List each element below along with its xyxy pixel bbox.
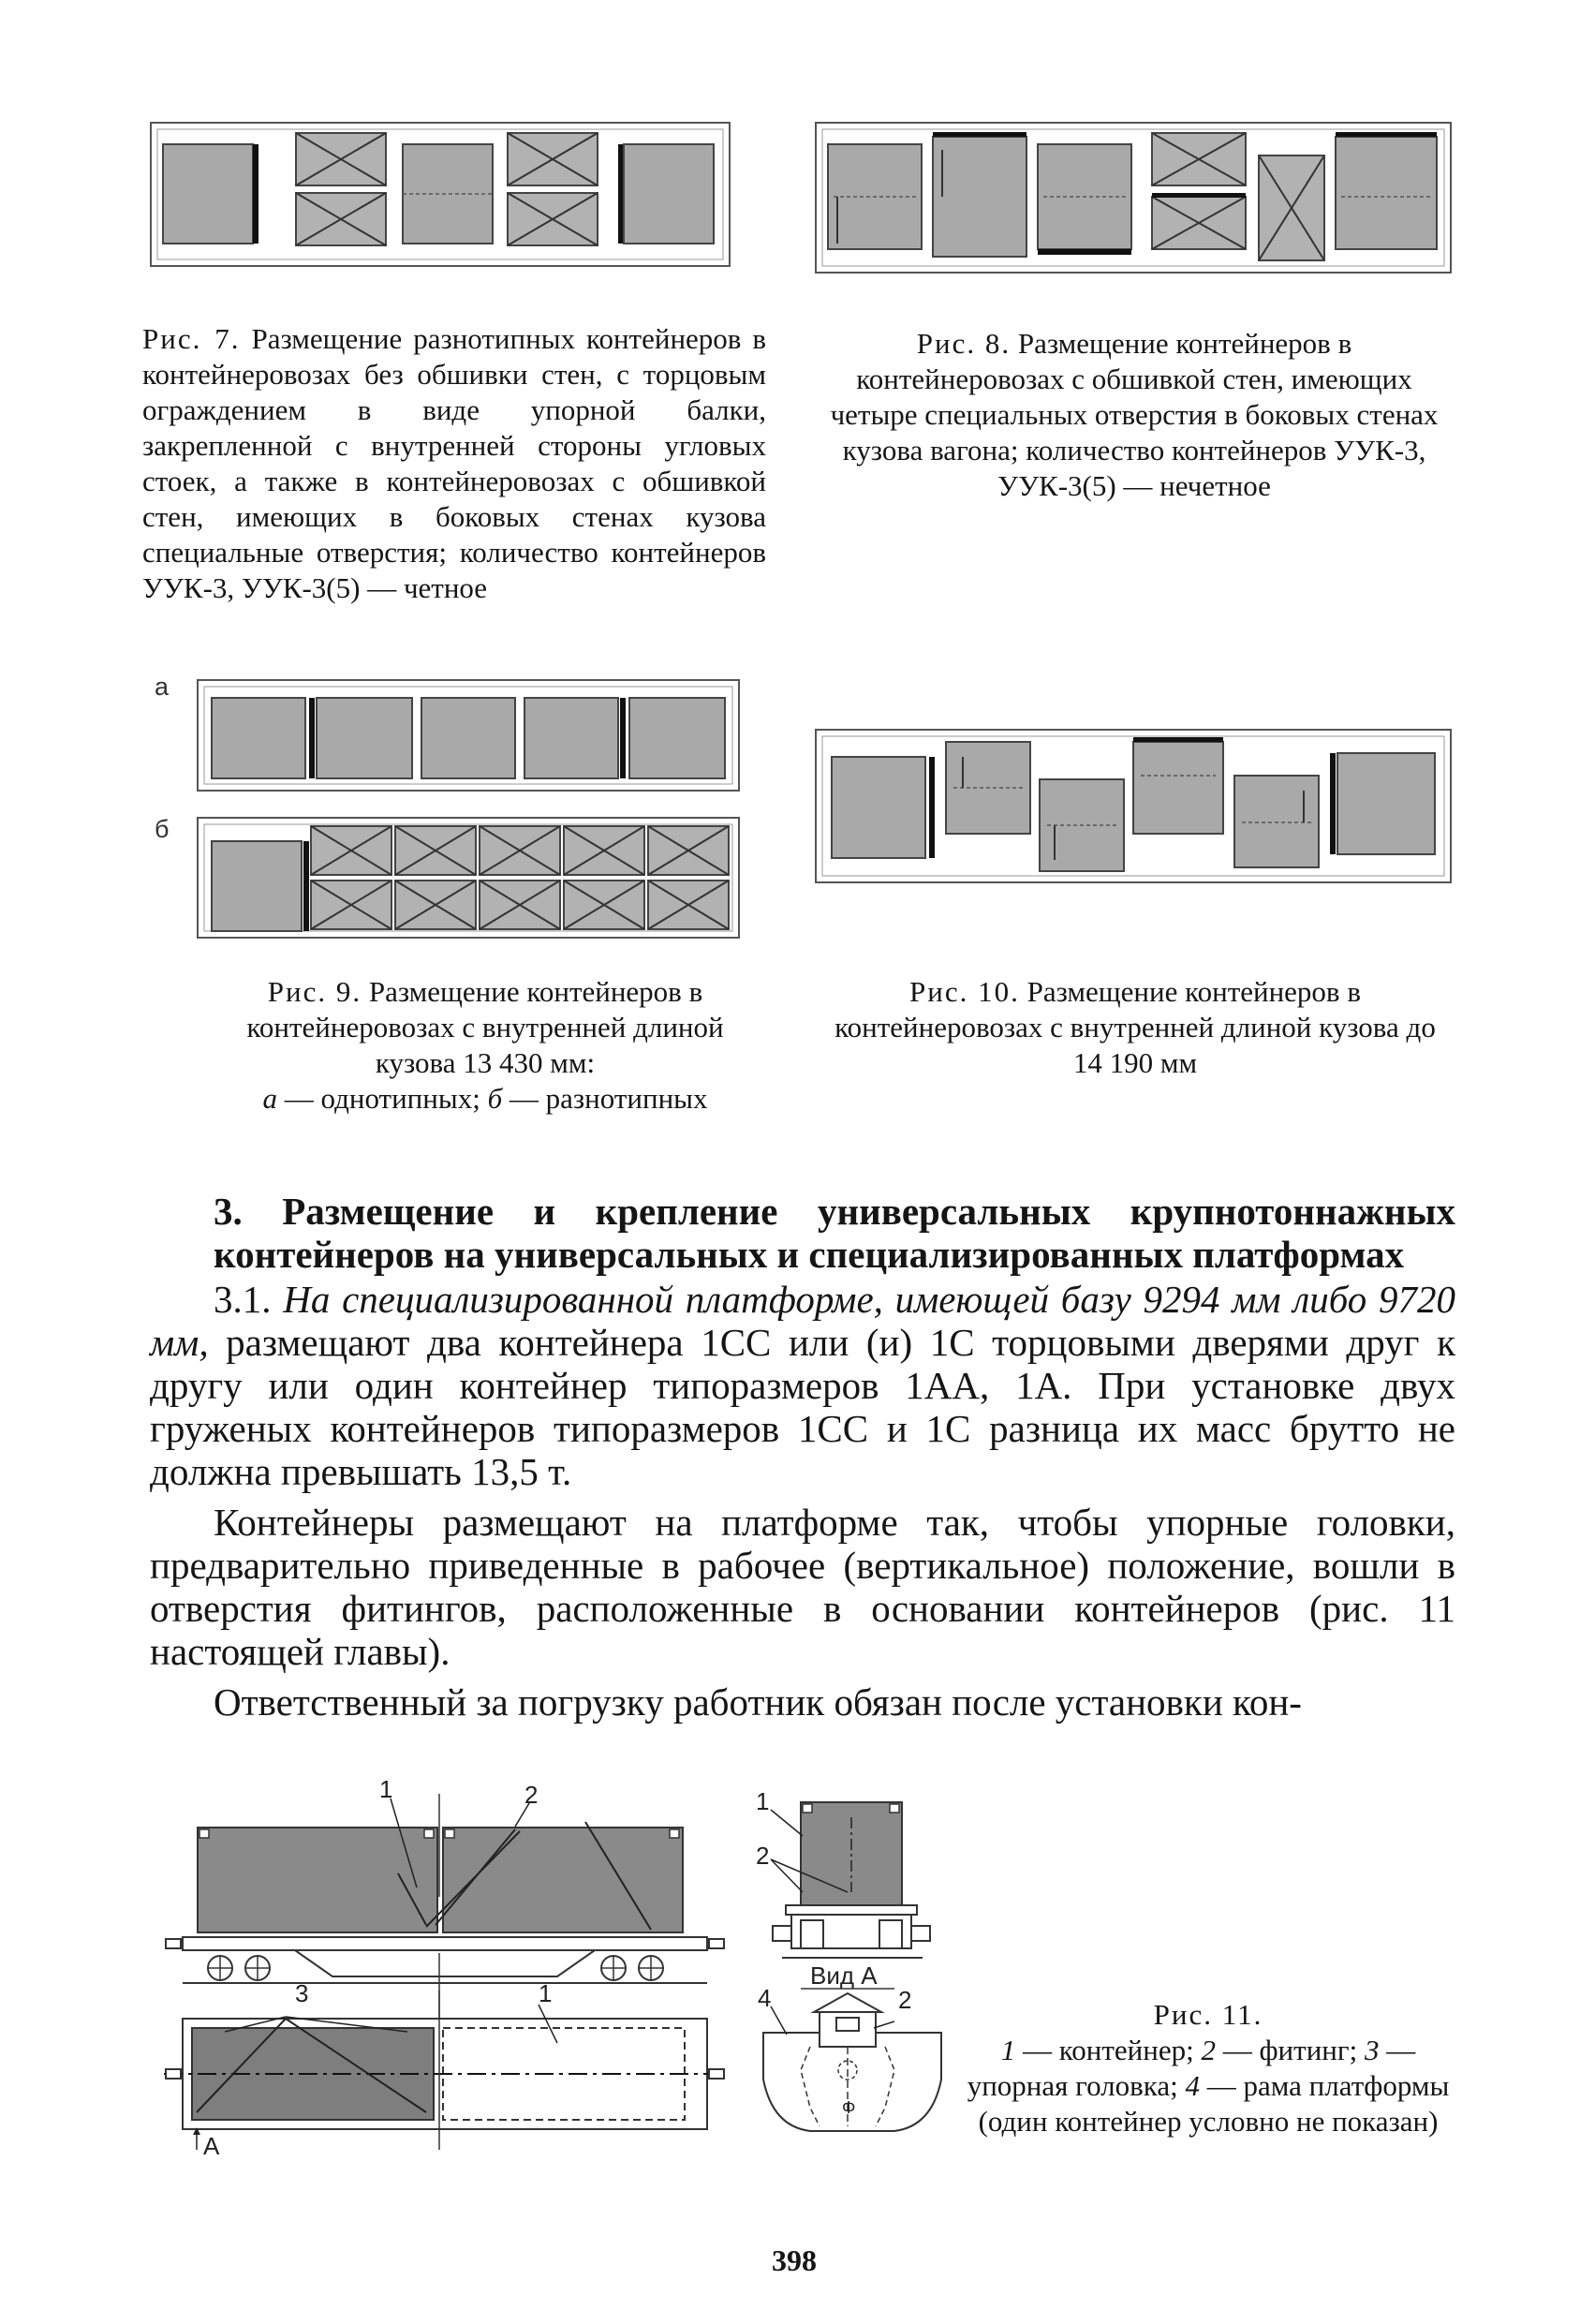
callout-2b: 2	[756, 1842, 770, 1870]
section-body	[150, 1278, 1455, 1724]
legend-1-text: — контейнер;	[1015, 2034, 1202, 2066]
figure-9b-diagram	[197, 817, 740, 939]
container-pair	[480, 826, 560, 929]
figure-10-caption-text: Размещение контейнеров в контейнеровозах с внутренней длиной кузова до 14 190 мм	[834, 975, 1436, 1079]
figure-7-caption-text: Размещение разнотипных контейнеров в контейнеровозах без обшивки стен, с торцовым ограждением в виде упорной балки, закрепленной с внутренней стороны угловых стоек, а также в контейнеровозах с обшивкой стен, имеющих в боковых стенах кузова специальные отверстия; количество контейнеров УУК-3, УУК-3(5) — четное	[142, 322, 767, 604]
view-a-label: Вид А	[810, 1961, 878, 1990]
figure-9-caption-text: Размещение контейнеров в контейнеровозах с внутренней длиной кузова 13 430 мм:	[246, 975, 724, 1079]
figure-8-caption-text: Размещение контейнеров в контейнеровозах с обшивкой стен, имеющих четыре специальных отверстия в боковых стенах кузова вагона; количество контейнеров УУК-3, УУК-3(5) — нечетное	[830, 327, 1439, 502]
figure-7-caption	[142, 321, 766, 606]
callout-2: 2	[524, 1781, 539, 1809]
container-box	[508, 133, 598, 245]
legend-3-text: — упорная головка;	[967, 2034, 1416, 2102]
figure-9-sub-b-letter: б	[487, 1082, 503, 1115]
figure-11-label: Рис. 11.	[1153, 1998, 1263, 2031]
figure-11-end-view	[745, 1789, 969, 2145]
figure-7-diagram	[150, 122, 731, 267]
container-pair	[311, 826, 391, 929]
container-box	[832, 757, 925, 858]
container-box	[421, 698, 515, 778]
container-box	[1336, 137, 1437, 249]
figure-8-diagram	[815, 122, 1452, 274]
legend-2-text: — фитинг;	[1215, 2034, 1365, 2066]
legend-4-num: 4	[1185, 2069, 1200, 2102]
figure-11-caption	[965, 1997, 1452, 2139]
paragraph-responsible: Ответственный за погрузку работник обязан после установки кон-	[214, 1680, 1302, 1724]
container-pair	[564, 826, 644, 929]
section-title: 3. Размещение и крепление универсальных крупнотоннажных контейнеров на универсальных и специализированных платформах	[214, 1190, 1455, 1276]
legend-2-num: 2	[1201, 2034, 1216, 2066]
paragraph-3-1	[150, 1278, 1455, 1493]
callout-1: 1	[379, 1775, 393, 1803]
container-box	[1152, 133, 1246, 249]
container-box	[524, 698, 618, 778]
figure-9-label: Рис. 9.	[267, 975, 362, 1008]
container-box	[1337, 753, 1435, 854]
legend-4-text: — рама платформы (один контейнер условно не показан)	[978, 2069, 1450, 2138]
paragraph-3-1-number: 3.1.	[214, 1278, 284, 1321]
figure-10-caption	[817, 974, 1454, 1081]
container-box	[212, 698, 305, 778]
callout-2c: 2	[898, 1986, 912, 2014]
figure-9-caption	[225, 974, 746, 1117]
container-box	[443, 1828, 683, 1932]
container-box	[163, 144, 253, 244]
figure-7-label: Рис. 7.	[142, 322, 241, 355]
legend-3-num: 3	[1364, 2034, 1380, 2066]
figure-10-diagram	[815, 729, 1452, 883]
container-box	[317, 698, 412, 778]
container-box	[1259, 155, 1324, 260]
figure-9a-diagram	[197, 679, 740, 792]
container-box	[624, 144, 714, 244]
container-box	[296, 133, 386, 245]
symbol-phi: Φ	[842, 2098, 856, 2117]
callout-1b: 1	[539, 1979, 553, 2007]
callout-4: 4	[758, 1984, 772, 2012]
container-box	[212, 841, 302, 931]
container-box	[933, 137, 1026, 257]
figure-9-panel-b-label: б	[155, 815, 170, 843]
figure-9-sub-a-letter: а	[262, 1082, 277, 1115]
container-box	[1133, 742, 1223, 834]
container-pair	[395, 826, 476, 929]
figure-8-label: Рис. 8.	[916, 327, 1012, 360]
figure-9-panel-a-label: а	[155, 673, 170, 701]
figure-9-sub-b-text: — разнотипных	[502, 1082, 708, 1115]
paragraph-3-1-italic: На специализированной платформе, имеющей базу 9294 мм либо 9720 мм,	[150, 1278, 1456, 1364]
container-box	[1234, 776, 1319, 867]
container-pair	[648, 826, 729, 929]
figure-9-sub-a-text: — однотипных;	[276, 1082, 488, 1115]
paragraph-placement: Контейнеры размещают на платформе так, чтобы упорные головки, предварительно приведенные в рабочее (вертикальное) положение, вошли в отверстия фитингов, расположенные в основании контейнеров (рис. 11 настоящей главы).	[150, 1501, 1455, 1673]
paragraph-3-1-text: размещают два контейнера 1СС или (и) 1С торцовыми дверями друг к другу или один контейнер типоразмеров 1АА, 1А. При установке двух груженых контейнеров типоразмеров 1СС и 1С разница их масс брутто не должна превышать 13,5 т.	[150, 1321, 1455, 1493]
callout-1c: 1	[756, 1787, 770, 1815]
view-a-arrow-label: А	[203, 2132, 220, 2160]
figure-11-top-view	[145, 1979, 745, 2160]
legend-1-num: 1	[1000, 2034, 1016, 2066]
callout-3: 3	[295, 1979, 309, 2007]
figure-8-caption	[813, 326, 1455, 504]
page-number: 398	[772, 2243, 817, 2277]
figure-10-label: Рис. 10.	[909, 975, 1020, 1008]
container-box	[629, 698, 725, 778]
